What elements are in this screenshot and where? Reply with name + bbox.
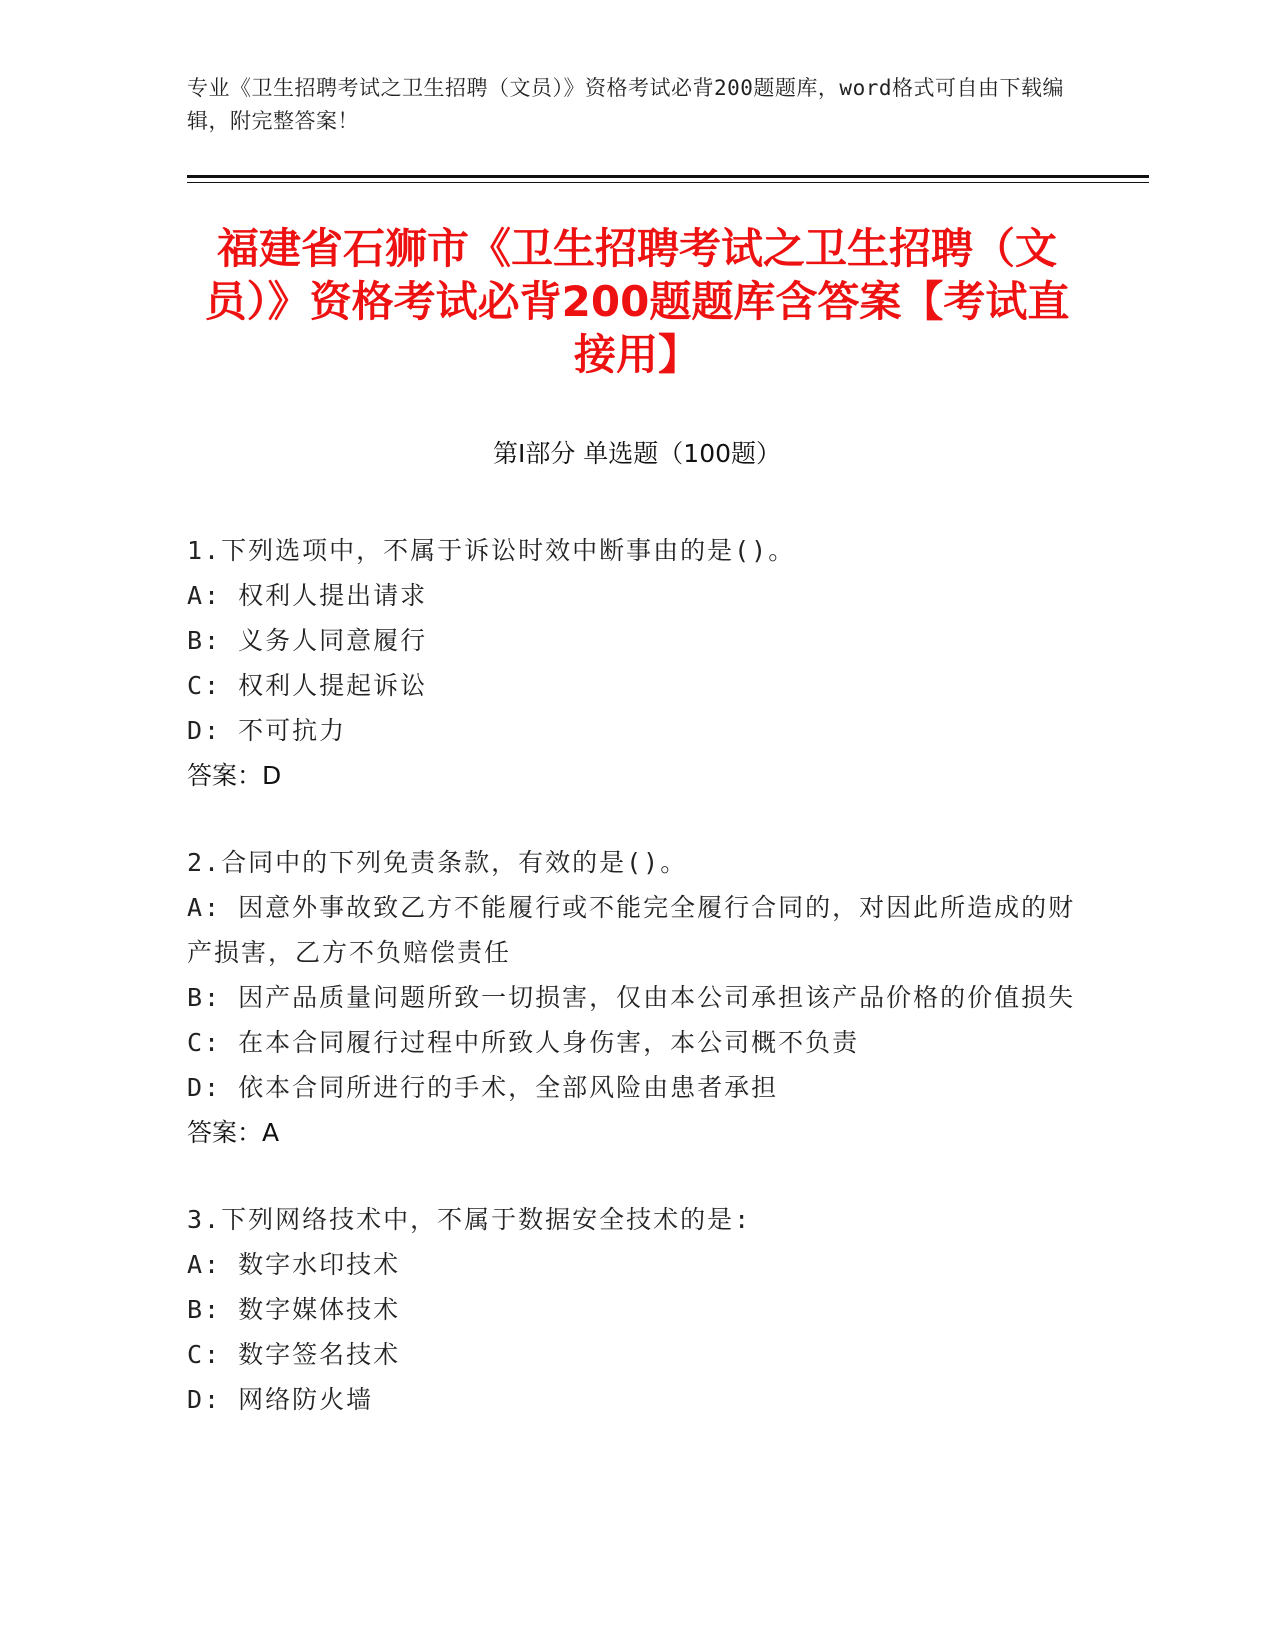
option-d: D: 依本合同所进行的手术，全部风险由患者承担 (187, 1073, 779, 1102)
question-stem: 1.下列选项中，不属于诉讼时效中断事由的是()。 (187, 536, 796, 565)
option-a: A: 权利人提出请求 (187, 581, 428, 610)
question-1 (187, 528, 1077, 798)
option-c: C: 权利人提起诉讼 (187, 671, 428, 700)
question-stem: 3.下列网络技术中，不属于数据安全技术的是: (187, 1205, 752, 1234)
answer: 答案：A (187, 1118, 280, 1147)
option-b: B: 因产品质量问题所致一切损害，仅由本公司承担该产品价格的价值损失 (187, 983, 1076, 1012)
option-b: B: 数字媒体技术 (187, 1295, 401, 1324)
option-d: D: 不可抗力 (187, 716, 347, 745)
header-rule-thin (187, 182, 1149, 183)
option-b: B: 义务人同意履行 (187, 626, 428, 655)
section-title: 第I部分 单选题（100题） (492, 439, 782, 468)
question-stem: 2.合同中的下列免责条款，有效的是()。 (187, 848, 688, 877)
option-a: A: 数字水印技术 (187, 1250, 401, 1279)
header-note: 专业《卫生招聘考试之卫生招聘（文员）》资格考试必背200题题库，word格式可自由下载编辑，附完整答案！ (187, 76, 1064, 133)
option-c: C: 数字签名技术 (187, 1340, 401, 1369)
question-list (187, 528, 1077, 1464)
question-2 (187, 840, 1077, 1155)
answer: 答案：D (187, 761, 282, 790)
option-a: A: 因意外事故致乙方不能履行或不能完全履行合同的，对因此所造成的财产损害，乙方不负赔偿责任 (187, 893, 1076, 967)
option-d: D: 网络防火墙 (187, 1385, 374, 1414)
option-c: C: 在本合同履行过程中所致人身伤害，本公司概不负责 (187, 1028, 860, 1057)
question-3 (187, 1197, 1077, 1422)
header-rule-thick (187, 175, 1149, 178)
document-title: 福建省石狮市《卫生招聘考试之卫生招聘（文员）》资格考试必背200题题库含答案【考试直接用】 (204, 224, 1070, 379)
